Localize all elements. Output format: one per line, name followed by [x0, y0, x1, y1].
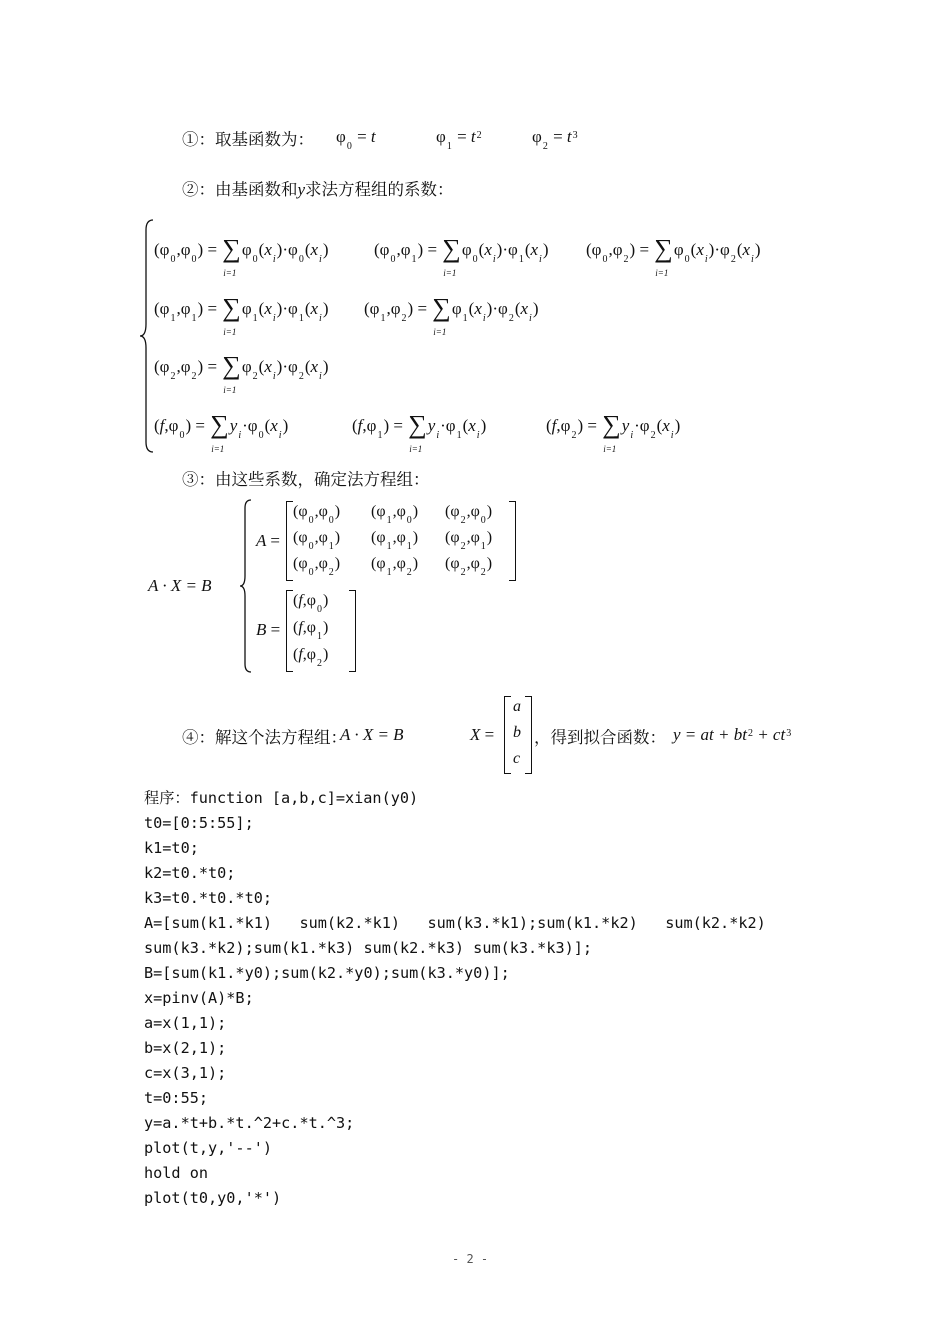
coef-phi1-phi2: $(\varphi_1,\varphi_2)$ = ∑ i=1 $\varphi_1(x_i)\cdot\varphi_2(x_i)$: [364, 293, 539, 337]
coef-phi0-phi0: $(\varphi_0,\varphi_0)$ = ∑ i=1 $\varphi_0(x_i)\cdot\varphi_0(x_i)$: [154, 234, 329, 278]
vector-b: $(f,\varphi_0)$ $(f,\varphi_1)$ $(f,\varphi_2)$: [286, 590, 356, 672]
step-2-label: ②：由基函数和y求法方程组的系数：: [182, 180, 454, 199]
code-line-13: t=0:55;: [144, 1089, 209, 1107]
coef-f-phi2: $(f,\varphi_2)$ = ∑ i=1 $y_i\cdot\varphi_2(x_i)$: [546, 410, 681, 454]
equation-axb: A · X = B: [148, 576, 212, 595]
code-line-14: y=a.*t+b.*t.^2+c.*t.^3;: [144, 1114, 355, 1132]
code-line-10: a=x(1,1);: [144, 1014, 227, 1032]
code-line-7: sum(k3.*k2);sum(k1.*k3) sum(k2.*k3) sum(k3.*k3)];: [144, 939, 593, 957]
step-3-label: ③：由这些系数，确定法方程组：: [182, 470, 430, 489]
matrix-brace: [238, 498, 254, 674]
vector-x: a b c: [504, 696, 532, 774]
basis-phi2: $\varphi_2 = t^3$: [532, 127, 578, 152]
code-line-4: k2=t0.*t0;: [144, 864, 236, 882]
code-line-6: A=[sum(k1.*k1) sum(k2.*k1) sum(k3.*k1);sum(k1.*k2) sum(k2.*k2): [144, 914, 766, 932]
matrix-a: $(\varphi_0,\varphi_0)$ $(\varphi_1,\varphi_0)$ $(\varphi_2,\varphi_0)$ $(\varphi_0,\varphi_1)$ $(\varphi_1,\varphi_1)$ $(\varphi_2,\varphi_1)$ $(\varphi_0,\varphi_2)$ $(\varphi_1,\varphi_2)$ $(\varphi_2,\varphi_2)$: [286, 501, 516, 581]
code-line-5: k3=t0.*t0.*t0;: [144, 889, 273, 907]
code-line-8: B=[sum(k1.*y0);sum(k2.*y0);sum(k3.*y0)];: [144, 964, 510, 982]
step-4-axb: A · X = B: [340, 725, 404, 744]
step-4-label: ④：解这个法方程组：: [182, 728, 347, 747]
code-line-2: t0=[0:5:55];: [144, 814, 254, 832]
step-4-fit-label: ，得到拟合函数：: [534, 728, 666, 747]
coef-phi2-phi2: $(\varphi_2,\varphi_2)$ = ∑ i=1 $\varphi_2(x_i)\cdot\varphi_2(x_i)$: [154, 351, 329, 395]
code-line-17: plot(t0,y0,'*'): [144, 1189, 282, 1207]
code-block: [144, 786, 766, 1211]
coef-f-phi1: $(f,\varphi_1)$ = ∑ i=1 $y_i\cdot\varphi_1(x_i)$: [352, 410, 487, 454]
coef-f-phi0: $(f,\varphi_0)$ = ∑ i=1 $y_i\cdot\varphi_0(x_i)$: [154, 410, 289, 454]
code-line-12: c=x(3,1);: [144, 1064, 227, 1082]
fit-function: y = at + $bt^2 + ct^3$: [673, 725, 792, 744]
code-line-16: hold on: [144, 1164, 209, 1182]
code-line-9: x=pinv(A)*B;: [144, 989, 254, 1007]
vector-x-label: X =: [470, 725, 495, 744]
code-line-11: b=x(2,1);: [144, 1039, 227, 1057]
page-number: - 2 -: [452, 1252, 489, 1266]
coef-phi0-phi1: $(\varphi_0,\varphi_1)$ = ∑ i=1 $\varphi_0(x_i)\cdot\varphi_1(x_i)$: [374, 234, 549, 278]
coef-phi0-phi2: $(\varphi_0,\varphi_2)$ = ∑ i=1 $\varphi_0(x_i)\cdot\varphi_2(x_i)$: [586, 234, 761, 278]
basis-phi1: $\varphi_1 = t^2$: [436, 127, 482, 152]
matrix-a-label: A =: [256, 531, 280, 550]
step-1-label: ①：取基函数为：: [182, 130, 314, 149]
code-line-3: k1=t0;: [144, 839, 199, 857]
code-line-15: plot(t,y,'--'): [144, 1139, 273, 1157]
code-line-1: 程序：function [a,b,c]=xian(y0): [144, 789, 419, 807]
basis-phi0: $\varphi_0 = t$: [336, 127, 376, 152]
coef-phi1-phi1: $(\varphi_1,\varphi_1)$ = ∑ i=1 $\varphi_1(x_i)\cdot\varphi_1(x_i)$: [154, 293, 329, 337]
matrix-b-label: B =: [256, 620, 281, 639]
